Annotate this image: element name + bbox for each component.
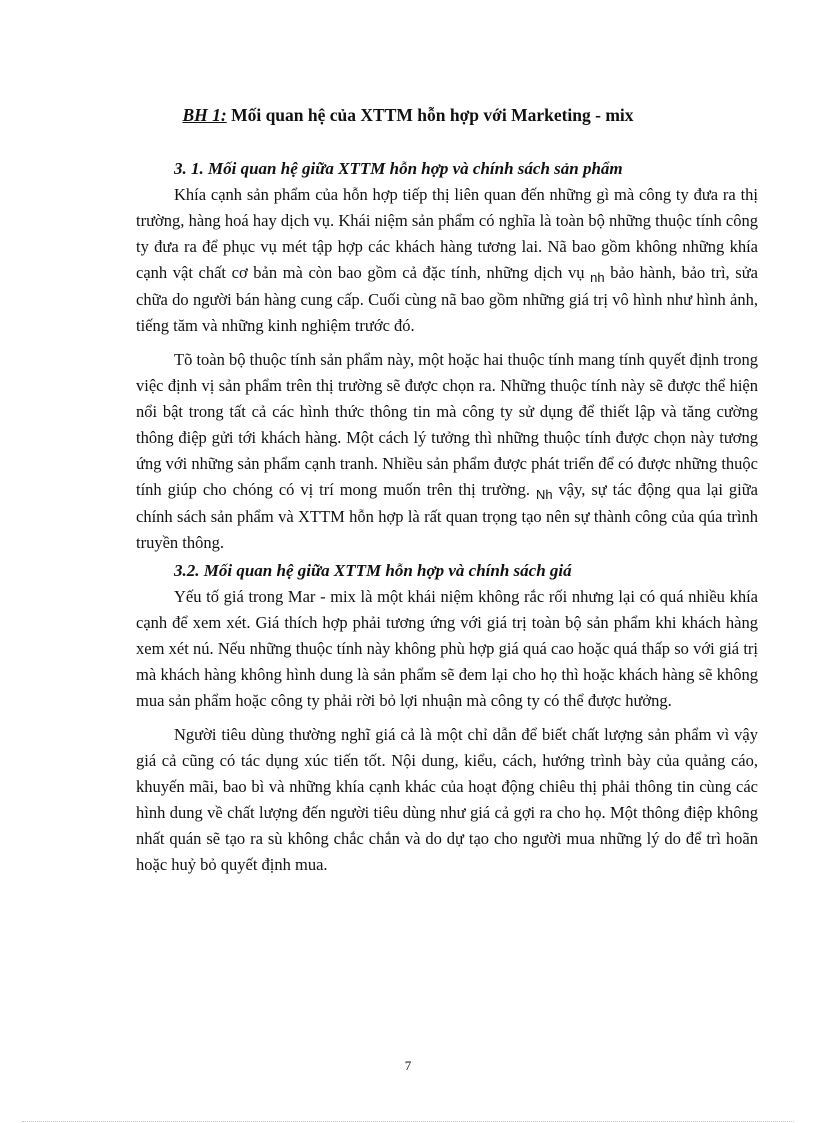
document-body bbox=[136, 156, 758, 878]
page-title bbox=[0, 104, 816, 126]
section-heading-product: 3. 1. Mối quan hệ giữa XTTM hỗn hợp và chính sách sản phẩm bbox=[174, 159, 623, 178]
title-text: Mối quan hệ của XTTM hỗn hợp với Marketing - mix bbox=[226, 105, 634, 125]
section-heading-price: 3.2. Mối quan hệ giữa XTTM hỗn hợp và chính sách giá bbox=[174, 561, 572, 580]
paragraph-price-2: Người tiêu dùng thường nghĩ giá cả là một chỉ dẫn để biết chất lượng sản phẩm vì vậy giá cả cũng có tác dụng xúc tiến tốt. Nội dung, kiểu, cách, hướng trình bày của quảng cáo, khuyến mãi, bao bì và những khía cạnh khác của hoạt động chiêu thị phải thông tin cùng các hình dung về chất lượng đến người tiêu dùng như giá cả gợi ra cho họ. Một thông điệp không nhất quán sẽ tạo ra sù không chắc chắn và do dự tạo cho người mua những lý do để trì hoãn hoặc huỷ bỏ quyết định mua. bbox=[136, 725, 758, 874]
inline-fragment: Nh bbox=[535, 487, 553, 502]
paragraph-product-1 bbox=[136, 182, 758, 339]
paragraph-price-1: Yếu tố giá trong Mar - mix là một khái niệm không rắc rối nhưng lại có quá nhiều khía cạnh để xem xét. Giá thích hợp phải tương ứng với giá trị toàn bộ sản phẩm khi khách hàng xem xét nú. Nếu những thuộc tính này không phù hợp giá quá cao hoặc quá thấp so với giá trị mà khách hàng không hình dung là sản phẩm sẽ đem lại cho họ thì hoặc khách hàng sẽ không mua sản phẩm hoặc công ty phải rời bỏ lợi nhuận mà công ty có thể được hưởng. bbox=[136, 587, 758, 710]
page-number: 7 bbox=[404, 1058, 412, 1073]
paragraph-text: bảo hành, bảo trì, sửa chữa do người bán hàng cung cấp. Cuối cùng nã bao gồm những giá trị vô hình như hình ảnh, tiếng tăm và những kinh nghiệm trước đó. bbox=[136, 263, 758, 335]
inline-fragment: nh bbox=[590, 270, 605, 285]
paragraph-text: vậy, sự tác động qua lại giữa chính sách sản phẩm và XTTM hỗn hợp là rất quan trọng tạo nên sự thành công của qúa trình truyền thông. bbox=[136, 480, 758, 552]
page-bottom-divider bbox=[22, 1121, 794, 1122]
paragraph-text: Khía cạnh sản phẩm của hỗn hợp tiếp thị liên quan đến những gì mà công ty đưa ra thị trường, hàng hoá hay dịch vụ. Khái niệm sản phẩm có nghĩa là toàn bộ những thuộc tính công ty đưa ra để phục vụ mét tập hợp các khách hàng tương lai. Nã bao gồm không những khía cạnh vật chất cơ bản mà còn bao gồm cả đặc tính, những dịch vụ bbox=[136, 185, 758, 282]
paragraph-product-2 bbox=[136, 347, 758, 556]
paragraph-text: Tõ toàn bộ thuộc tính sản phẩm này, một hoặc hai thuộc tính mang tính quyết định trong việc định vị sản phẩm trên thị trường sẽ được chọn ra. Những thuộc tính này sẽ được thể hiện nổi bật trong tất cả các hình thức thông tin mà công ty sử dụng để thiết lập và tăng cường thông điệp gửi tới khách hàng. Một cách lý tưởng thì những thuộc tính được chọn này tương ứng với những sản phẩm cạnh tranh. Nhiều sản phẩm được phát triển để có được những thuộc tính giúp cho chóng có vị trí mong muốn trên thị trường. bbox=[136, 350, 758, 499]
title-lead: BH 1: bbox=[182, 105, 227, 125]
